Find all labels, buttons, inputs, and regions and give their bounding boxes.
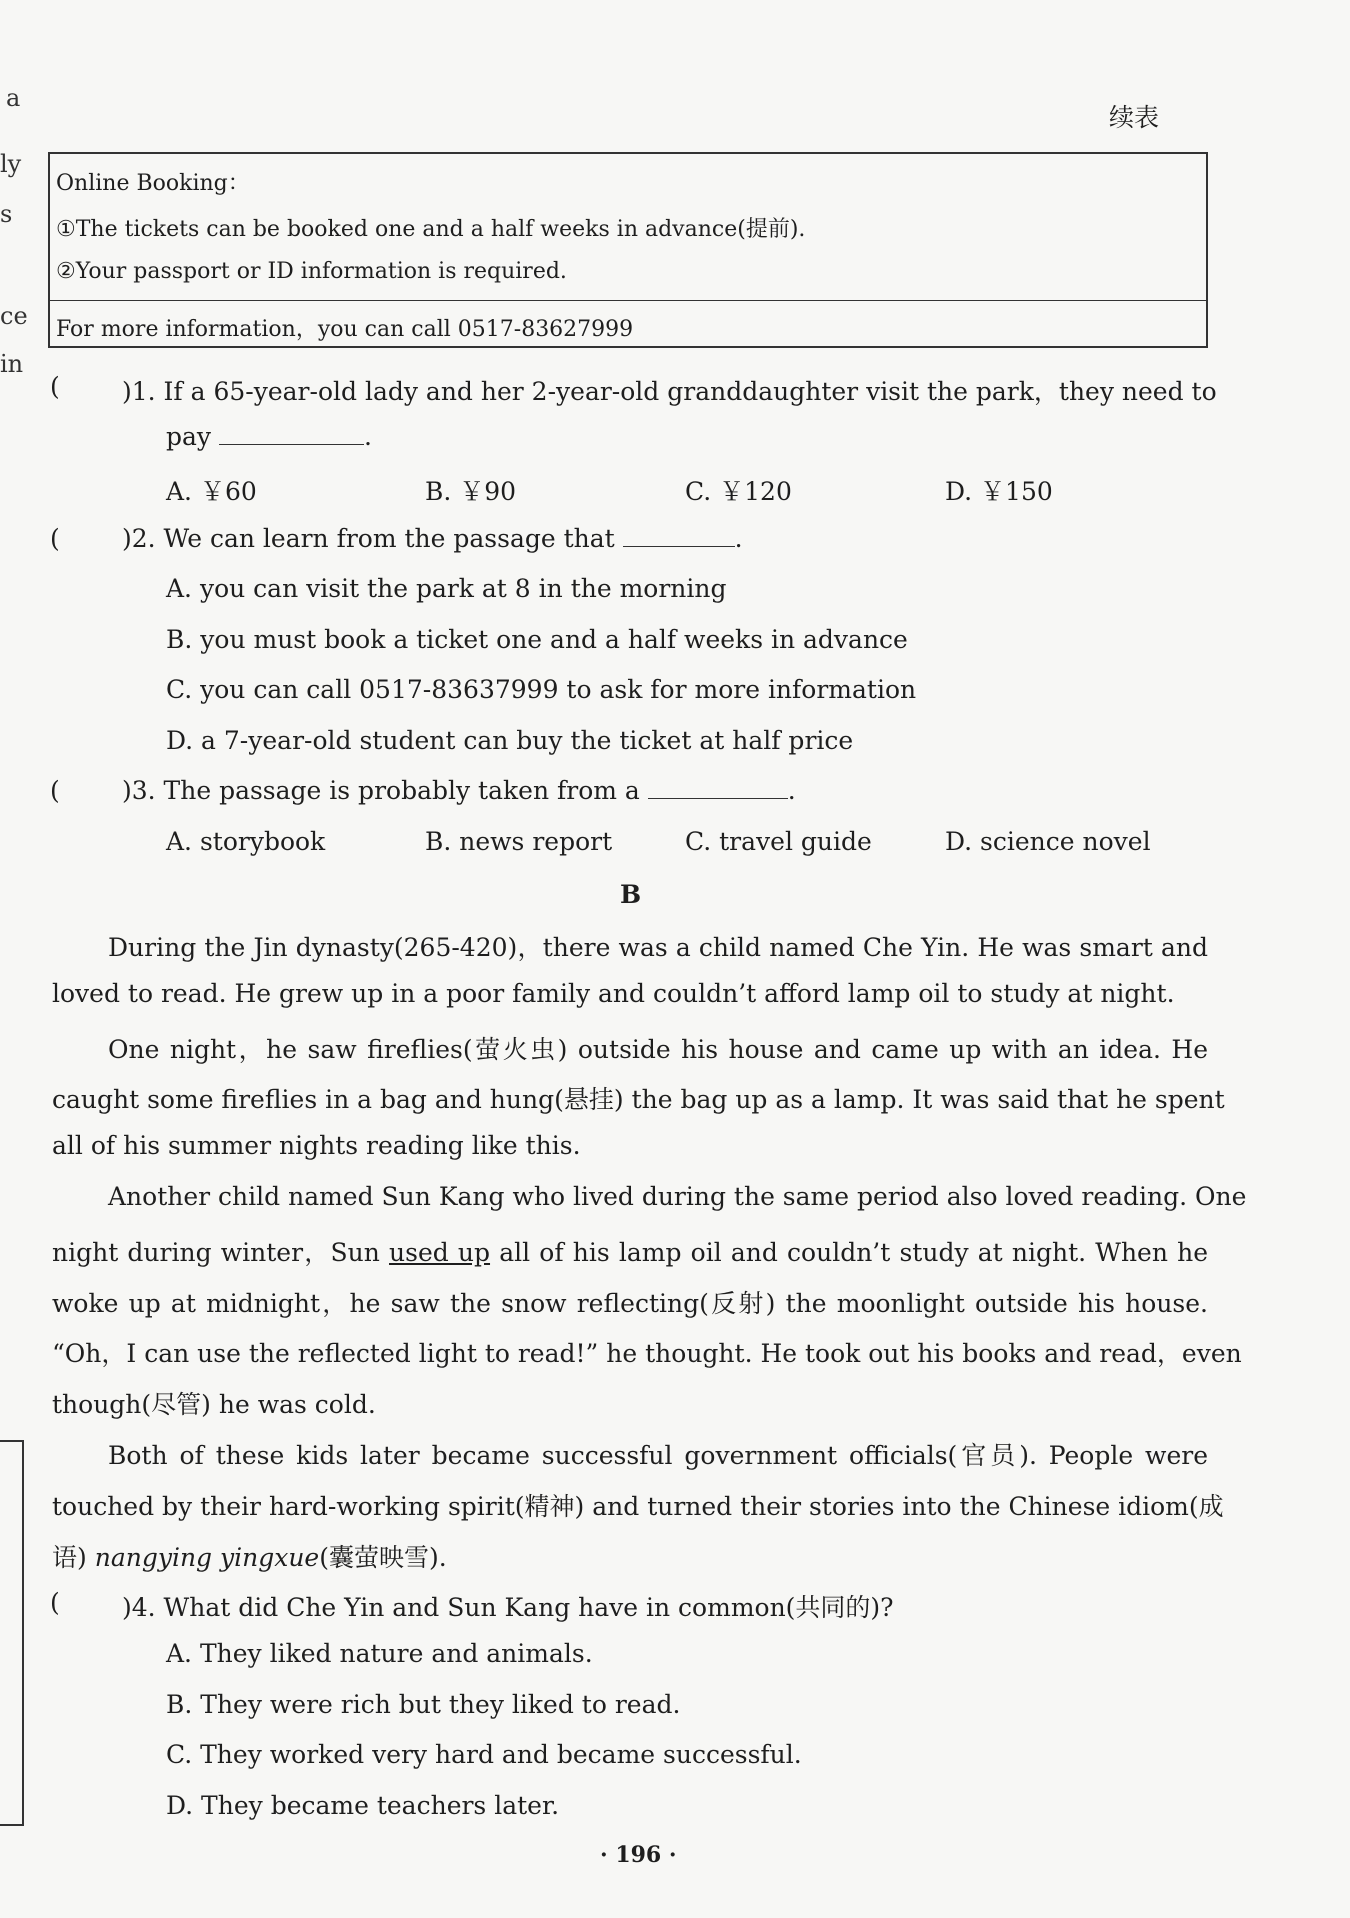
underlined-phrase: used up bbox=[389, 1238, 491, 1267]
paragraph-1-line-2: loved to read. He grew up in a poor family and couldn’t afford lamp oil to study at night. bbox=[52, 979, 1175, 1008]
p4-text: 语) bbox=[52, 1543, 87, 1572]
answer-paren-q2: ( bbox=[50, 524, 60, 553]
paragraph-3-line-3: woke up at midnight，he saw the snow reflecting(反射) the moonlight outside his house. bbox=[52, 1289, 1208, 1318]
paragraph-2-line-3: all of his summer nights reading like this. bbox=[52, 1131, 581, 1160]
option-q4-d: D. They became teachers later. bbox=[166, 1791, 560, 1820]
answer-paren-q4: ( bbox=[50, 1588, 60, 1617]
page-number: · 196 · bbox=[600, 1842, 677, 1868]
table-divider bbox=[50, 300, 1206, 301]
paragraph-4-line-3 bbox=[52, 1538, 1208, 1574]
question-1-line2 bbox=[166, 422, 372, 451]
booking-title: Online Booking： bbox=[56, 171, 250, 196]
option-q3-c: C. travel guide bbox=[685, 827, 872, 856]
paragraph-3-line-4: “Oh，I can use the reflected light to read!” he thought. He took out his books and read，even bbox=[52, 1339, 1242, 1368]
paragraph-3-line-2 bbox=[52, 1233, 1208, 1269]
option-q2-b: B. you must book a ticket one and a half weeks in advance bbox=[166, 625, 908, 654]
answer-blank[interactable] bbox=[648, 776, 788, 799]
question-2-period: . bbox=[734, 524, 743, 553]
answer-paren-q1: ( bbox=[50, 372, 60, 401]
booking-item-1: ①The tickets can be booked one and a half weeks in advance(提前). bbox=[56, 217, 806, 242]
question-3-period: . bbox=[787, 776, 796, 805]
gutter-fragment: a bbox=[6, 84, 21, 112]
booking-table bbox=[48, 152, 1208, 348]
gutter-fragment: in bbox=[0, 350, 24, 378]
question-1-pay: pay bbox=[166, 422, 212, 451]
paragraph-1-line-1: During the Jin dynasty(265-420)，there was a child named Che Yin. He was smart and bbox=[108, 933, 1208, 962]
option-q2-c: C. you can call 0517-83637999 to ask for more information bbox=[166, 675, 917, 704]
option-q2-a: A. you can visit the park at 8 in the morning bbox=[166, 574, 727, 603]
p3-text: night during winter，Sun bbox=[52, 1238, 380, 1267]
option-q1-d: D. ￥150 bbox=[945, 477, 1053, 506]
answer-paren-q3: ( bbox=[50, 776, 60, 805]
option-q3-d: D. science novel bbox=[945, 827, 1151, 856]
option-q1-c: C. ￥120 bbox=[685, 477, 792, 506]
option-q1-a: A. ￥60 bbox=[166, 477, 257, 506]
booking-item-2: ②Your passport or ID information is required. bbox=[56, 259, 567, 284]
option-q4-b: B. They were rich but they liked to read. bbox=[166, 1690, 681, 1719]
option-q4-a: A. They liked nature and animals. bbox=[166, 1639, 593, 1668]
option-q1-b: B. ￥90 bbox=[425, 477, 517, 506]
paragraph-2-line-2: caught some fireflies in a bag and hung(悬挂) the bag up as a lamp. It was said that he spent bbox=[52, 1085, 1225, 1114]
option-q4-c: C. They worked very hard and became successful. bbox=[166, 1740, 802, 1769]
paragraph-2-line-1: One night，he saw fireflies(萤火虫) outside his house and came up with an idea. He bbox=[108, 1035, 1208, 1064]
section-title-b: B bbox=[620, 880, 642, 909]
option-q3-a: A. storybook bbox=[166, 827, 326, 856]
gutter-fragment: ly bbox=[0, 150, 22, 178]
question-4: )4. What did Che Yin and Sun Kang have in common(共同的)? bbox=[122, 1593, 894, 1622]
idiom-pinyin: nangying yingxue bbox=[94, 1543, 320, 1572]
option-q3-b: B. news report bbox=[425, 827, 613, 856]
paragraph-3-line-1: Another child named Sun Kang who lived during the same period also loved reading. One bbox=[108, 1182, 1247, 1211]
question-3-text: )3. The passage is probably taken from a bbox=[122, 776, 640, 805]
booking-contact: For more information，you can call 0517-83627999 bbox=[56, 317, 634, 342]
question-1: )1. If a 65-year-old lady and her 2-year-old granddaughter visit the park，they need to bbox=[122, 377, 1217, 406]
option-q2-d: D. a 7-year-old student can buy the ticket at half price bbox=[166, 726, 854, 755]
answer-blank[interactable] bbox=[623, 524, 735, 547]
idiom-chinese: (囊萤映雪). bbox=[319, 1543, 447, 1572]
question-1-period: . bbox=[364, 422, 372, 451]
paragraph-3-line-5: though(尽管) he was cold. bbox=[52, 1390, 376, 1419]
gutter-fragment: ce bbox=[0, 302, 28, 330]
continued-label: 续表 bbox=[1109, 103, 1160, 132]
paragraph-4-line-1: Both of these kids later became successful government officials(官员). People were bbox=[108, 1441, 1208, 1470]
gutter-fragment: s bbox=[0, 200, 13, 228]
question-2-text: )2. We can learn from the passage that bbox=[122, 524, 615, 553]
question-2 bbox=[122, 524, 743, 553]
p3-text: all of his lamp oil and couldn’t study at night. When he bbox=[499, 1238, 1209, 1267]
answer-blank[interactable] bbox=[219, 422, 364, 445]
paragraph-4-line-2: touched by their hard-working spirit(精神) and turned their stories into the Chinese idiom(成 bbox=[52, 1492, 1224, 1521]
question-3 bbox=[122, 776, 796, 805]
gutter-frame bbox=[0, 1440, 24, 1826]
